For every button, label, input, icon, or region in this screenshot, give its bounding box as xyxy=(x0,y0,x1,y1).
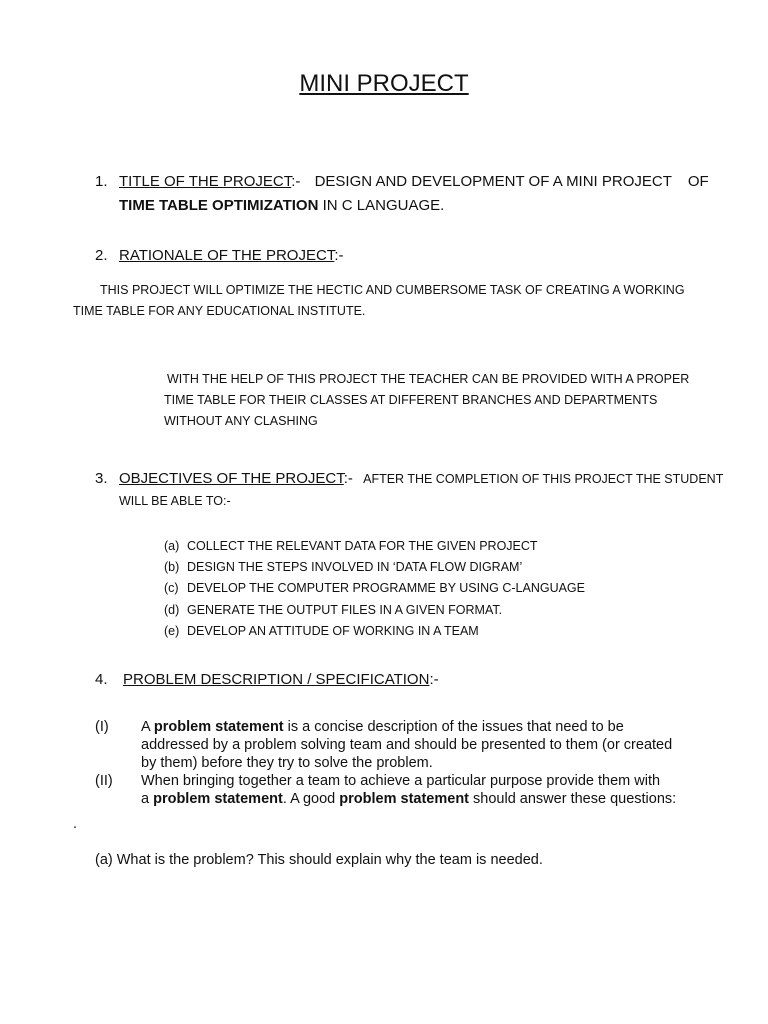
term-problem-statement: problem statement xyxy=(153,791,283,807)
document-title: MINI PROJECT xyxy=(299,70,469,97)
section-1-text-b: MINI PROJECT xyxy=(566,173,672,190)
rationale-p1-line-2: TIME TABLE FOR ANY EDUCATIONAL INSTITUTE. xyxy=(73,304,366,318)
section-2-heading xyxy=(95,247,343,264)
objective-label: (e) xyxy=(164,624,180,638)
objective-text: DESIGN THE STEPS INVOLVED IN ‘DATA FLOW DIGRAM’ xyxy=(187,560,523,574)
section-label: TITLE OF THE PROJECT xyxy=(119,173,292,190)
item-i-text-a: A xyxy=(141,719,154,735)
objective-text: DEVELOP THE COMPUTER PROGRAMME BY USING C-LANGUAGE xyxy=(187,581,585,595)
objective-text: COLLECT THE RELEVANT DATA FOR THE GIVEN PROJECT xyxy=(187,539,538,553)
objective-label: (c) xyxy=(164,581,179,595)
section-1-line2-b: C LANGUAGE. xyxy=(341,197,445,214)
section-separator: :- xyxy=(343,470,353,487)
objective-label: (a) xyxy=(164,539,180,553)
section-1-heading xyxy=(95,173,709,190)
item-ii-label: (II) xyxy=(95,773,113,789)
section-number: 4. xyxy=(95,671,108,688)
objective-text: GENERATE THE OUTPUT FILES IN A GIVEN FORMAT. xyxy=(187,603,503,617)
section-label: RATIONALE OF THE PROJECT xyxy=(119,247,335,264)
objective-item xyxy=(164,581,585,595)
item-i-line-2: addressed by a problem solving team and should be presented to them (or created xyxy=(141,737,673,753)
objective-label: (d) xyxy=(164,603,180,617)
item-i-line-1 xyxy=(141,719,624,735)
question-a: (a) What is the problem? This should explain why the team is needed. xyxy=(95,852,543,868)
section-number: 3. xyxy=(95,470,108,487)
rationale-p1-line-1: THIS PROJECT WILL OPTIMIZE THE HECTIC AND CUMBERSOME TASK OF CREATING A WORKING xyxy=(100,283,685,297)
item-i-text-c: is a concise description of the issues that need to be xyxy=(283,719,624,735)
rationale-p2-line-1: WITH THE HELP OF THIS PROJECT THE TEACHER CAN BE PROVIDED WITH A PROPER xyxy=(167,372,690,386)
section-label: OBJECTIVES OF THE PROJECT xyxy=(119,470,344,487)
item-ii-line-2 xyxy=(141,791,676,807)
objectives-intro-line-1: AFTER THE COMPLETION OF THIS PROJECT THE STUDENT xyxy=(363,472,724,486)
section-1-text-c: OF xyxy=(687,173,709,190)
section-3-heading xyxy=(95,470,723,487)
section-separator: :- xyxy=(429,671,439,688)
section-label: PROBLEM DESCRIPTION / SPECIFICATION xyxy=(123,671,430,688)
rationale-p2-line-3: WITHOUT ANY CLASHING xyxy=(164,414,318,428)
rationale-p2-line-2: TIME TABLE FOR THEIR CLASSES AT DIFFERENT BRANCHES AND DEPARTMENTS xyxy=(164,393,658,407)
objectives-intro-line-2: WILL BE ABLE TO:- xyxy=(119,494,231,508)
objective-item xyxy=(164,560,522,574)
item-ii-text-e: should answer these questions: xyxy=(469,791,677,807)
section-1-text-a: DESIGN AND DEVELOPMENT OF A xyxy=(314,173,567,190)
objective-label: (b) xyxy=(164,560,180,574)
section-4-heading xyxy=(95,671,439,688)
item-ii-text-a: a xyxy=(141,791,154,807)
section-separator: :- xyxy=(291,173,301,190)
item-ii-text-c: . A good xyxy=(282,791,340,807)
project-name: TIME TABLE OPTIMIZATION xyxy=(119,197,319,214)
section-number: 2. xyxy=(95,247,108,264)
objective-item xyxy=(164,603,502,617)
item-i-label: (I) xyxy=(95,719,109,735)
term-problem-statement: problem statement xyxy=(153,719,284,735)
section-1-line2-a: IN xyxy=(318,197,342,214)
objective-item xyxy=(164,539,538,553)
section-separator: :- xyxy=(334,247,344,264)
section-number: 1. xyxy=(95,173,108,190)
term-problem-statement: problem statement xyxy=(339,791,470,807)
section-1-line-2 xyxy=(119,197,444,214)
item-ii-line-1: When bringing together a team to achieve a particular purpose provide them with xyxy=(141,773,661,789)
stray-dot: . xyxy=(73,816,78,832)
item-i-line-3: by them) before they try to solve the problem. xyxy=(141,755,433,771)
objective-text: DEVELOP AN ATTITUDE OF WORKING IN A TEAM xyxy=(187,624,479,638)
objective-item xyxy=(164,624,479,638)
